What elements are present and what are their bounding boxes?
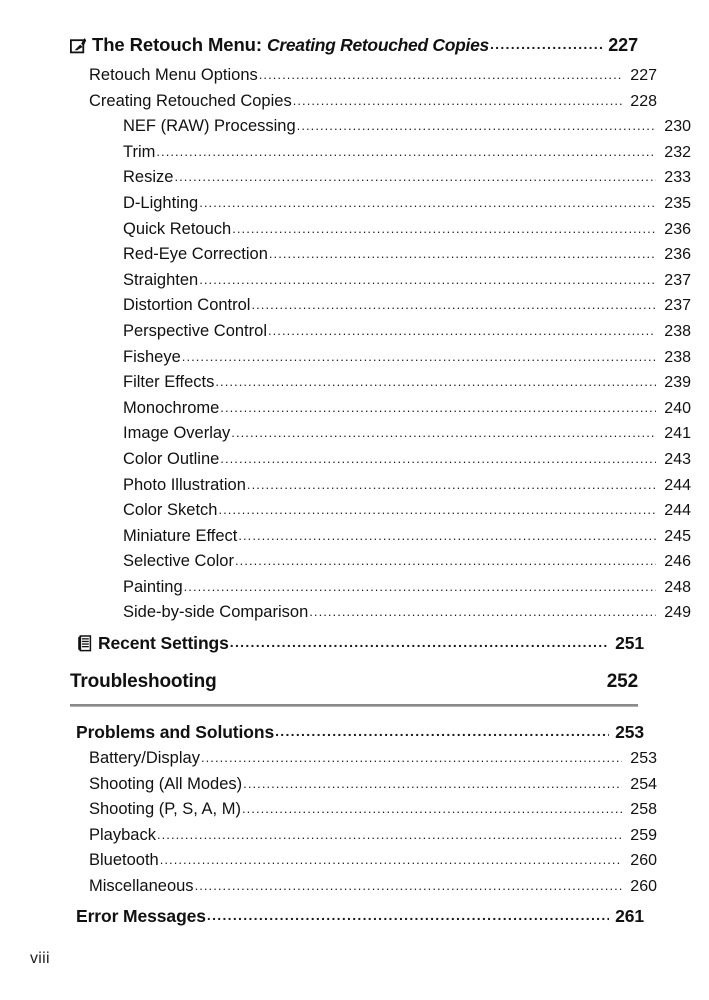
toc-item-label: Miniature Effect [123, 526, 238, 545]
chapter-page-number: 227 [608, 35, 638, 55]
toc-item-page-number: 240 [664, 399, 691, 417]
leader-dots [199, 190, 656, 216]
chapter-label-group [70, 32, 489, 58]
toc-item-miniature-effect[interactable] [123, 524, 691, 550]
toc-item-page-number: 228 [630, 92, 657, 110]
leader-dots [199, 267, 656, 293]
toc-item-bluetooth[interactable] [89, 848, 657, 874]
leader-dots [195, 873, 622, 899]
toc-item-page-number: 241 [664, 425, 691, 443]
toc-item-shooting-all-modes[interactable] [89, 772, 657, 798]
leader-dots [235, 548, 656, 574]
toc-section-recent-settings[interactable] [76, 630, 644, 657]
leader-dots [309, 599, 656, 625]
leader-dots [184, 574, 656, 600]
leader-dots [157, 822, 622, 848]
toc-item-page-number: 236 [664, 220, 691, 238]
toc-item-miscellaneous[interactable] [89, 874, 657, 900]
leader-dots [160, 847, 622, 873]
toc-item-problems-and-solutions[interactable] [76, 719, 644, 746]
toc-item-page-number: 254 [630, 775, 657, 793]
toc-chapter-retouch-menu[interactable] [70, 32, 638, 59]
toc-item-label: Trim [123, 142, 156, 161]
toc-item-label: Red-Eye Correction [123, 245, 268, 264]
leader-dots [182, 344, 656, 370]
toc-item-label: Playback [89, 825, 156, 844]
toc-item-page-number: 227 [630, 67, 657, 84]
toc-item-distortion-control[interactable] [123, 293, 691, 319]
toc-item-label: Shooting (P, S, A, M) [89, 800, 241, 819]
toc-item-label: Selective Color [123, 552, 234, 571]
toc-item-page-number: 260 [630, 878, 657, 896]
toc-item-page-number: 249 [664, 604, 691, 622]
leader-dots [297, 113, 656, 139]
toc-part-item-list [70, 719, 657, 930]
recent-settings-icon [76, 635, 94, 652]
toc-item-monochrome[interactable] [123, 396, 691, 422]
leader-dots [174, 164, 656, 190]
toc-item-nef-raw-processing[interactable] [123, 114, 691, 140]
toc-item-label: Quick Retouch [123, 219, 232, 238]
toc-item-page-number: 253 [615, 722, 644, 743]
recent-settings-page-number: 251 [615, 633, 644, 654]
toc-item-selective-color[interactable] [123, 549, 691, 575]
toc-item-painting[interactable] [123, 575, 691, 601]
toc-chapter-item-list [70, 63, 691, 626]
toc-item-page-number: 237 [664, 297, 691, 315]
leader-dots [201, 745, 622, 771]
spacer [70, 707, 638, 716]
toc-item-playback[interactable] [89, 823, 657, 849]
chapter-title-italic: Creating Retouched Copies [266, 35, 489, 55]
toc-item-label: Perspective Control [123, 321, 267, 340]
toc-item-trim[interactable] [123, 140, 691, 166]
toc-item-label: Retouch Menu Options [89, 66, 258, 84]
toc-item-label: Distortion Control [123, 296, 251, 315]
toc-item-page-number: 235 [664, 194, 691, 212]
toc-item-straighten[interactable] [123, 268, 691, 294]
toc-item-page-number: 232 [664, 143, 691, 161]
table-of-contents [70, 32, 691, 930]
toc-item-label: Monochrome [123, 398, 220, 417]
toc-part-troubleshooting[interactable] [70, 671, 638, 693]
toc-item-page-number: 238 [664, 348, 691, 366]
leader-dots [207, 902, 609, 928]
toc-item-perspective-control[interactable] [123, 319, 691, 345]
toc-item-page-number: 236 [664, 246, 691, 264]
toc-item-label: Color Outline [123, 449, 220, 468]
toc-item-label: Fisheye [123, 347, 181, 366]
toc-item-color-outline[interactable] [123, 447, 691, 473]
toc-item-label: Miscellaneous [89, 877, 194, 896]
chapter-title-plain: The Retouch Menu: [92, 34, 262, 55]
leader-dots [243, 771, 622, 797]
toc-item-label: Battery/Display [89, 749, 200, 768]
toc-item-label: Straighten [123, 270, 199, 289]
part-page-number: 252 [606, 671, 638, 693]
leader-dots [490, 31, 603, 57]
spacer [70, 693, 638, 704]
toc-item-red-eye-correction[interactable] [123, 242, 691, 268]
toc-item-retouch-menu-options[interactable] [89, 63, 657, 89]
leader-dots [231, 420, 656, 446]
toc-item-page-number: 260 [630, 852, 657, 870]
leader-dots [156, 139, 656, 165]
toc-item-page-number: 237 [664, 271, 691, 289]
spacer [70, 657, 638, 671]
leader-dots [220, 446, 656, 472]
toc-item-label: Filter Effects [123, 373, 215, 392]
page-folio: viii [30, 950, 50, 967]
toc-item-image-overlay[interactable] [123, 421, 691, 447]
leader-dots [268, 318, 656, 344]
leader-dots [238, 523, 656, 549]
leader-dots [230, 629, 609, 655]
toc-item-filter-effects[interactable] [123, 370, 691, 396]
toc-item-error-messages[interactable] [76, 903, 644, 930]
toc-item-page-number: 243 [664, 450, 691, 468]
toc-item-label: Resize [123, 168, 174, 187]
toc-item-page-number: 258 [630, 801, 657, 819]
leader-dots [293, 88, 622, 114]
toc-item-label: Creating Retouched Copies [89, 91, 292, 110]
toc-item-label: Problems and Solutions [76, 722, 275, 743]
leader-dots [259, 62, 622, 88]
toc-item-page-number: 261 [615, 905, 644, 926]
toc-item-side-by-side-comparison[interactable] [123, 600, 691, 626]
leader-dots [251, 292, 656, 318]
toc-item-label: Error Messages [76, 905, 206, 926]
leader-dots [242, 796, 622, 822]
leader-dots [220, 395, 656, 421]
recent-settings-label-group [76, 630, 229, 656]
toc-item-resize[interactable] [123, 165, 691, 191]
leader-dots [269, 241, 656, 267]
leader-dots [275, 718, 609, 744]
toc-item-page-number: 246 [664, 553, 691, 571]
leader-dots [247, 472, 656, 498]
toc-item-page-number: 244 [664, 502, 691, 520]
toc-item-d-lighting[interactable] [123, 191, 691, 217]
toc-item-page-number: 259 [630, 826, 657, 844]
leader-dots [215, 369, 656, 395]
toc-item-label: Photo Illustration [123, 475, 246, 494]
leader-dots [232, 216, 656, 242]
retouch-menu-icon [70, 37, 88, 54]
toc-item-label: Side-by-side Comparison [123, 603, 309, 622]
toc-item-label: NEF (RAW) Processing [123, 117, 296, 136]
toc-item-page-number: 233 [664, 169, 691, 187]
leader-dots [218, 497, 656, 523]
toc-item-creating-retouched-copies[interactable] [89, 89, 657, 115]
toc-item-page-number: 230 [664, 118, 691, 136]
toc-item-label: Bluetooth [89, 851, 159, 870]
recent-settings-label: Recent Settings [98, 633, 229, 654]
toc-item-page-number: 253 [630, 750, 657, 768]
toc-item-label: Color Sketch [123, 501, 218, 520]
toc-item-label: D-Lighting [123, 193, 199, 212]
toc-item-label: Painting [123, 577, 183, 596]
toc-item-page-number: 244 [664, 476, 691, 494]
toc-item-fisheye[interactable] [123, 345, 691, 371]
toc-item-page-number: 238 [664, 322, 691, 340]
toc-item-color-sketch[interactable] [123, 498, 691, 524]
toc-item-shooting-p-s-a-m[interactable] [89, 797, 657, 823]
part-title: Troubleshooting [70, 671, 217, 693]
toc-item-page-number: 248 [664, 578, 691, 596]
toc-item-page-number: 239 [664, 374, 691, 392]
toc-item-battery-display[interactable] [89, 746, 657, 772]
toc-item-photo-illustration[interactable] [123, 473, 691, 499]
toc-item-quick-retouch[interactable] [123, 217, 691, 243]
toc-item-label: Shooting (All Modes) [89, 774, 243, 793]
toc-item-label: Image Overlay [123, 424, 231, 443]
toc-item-page-number: 245 [664, 527, 691, 545]
